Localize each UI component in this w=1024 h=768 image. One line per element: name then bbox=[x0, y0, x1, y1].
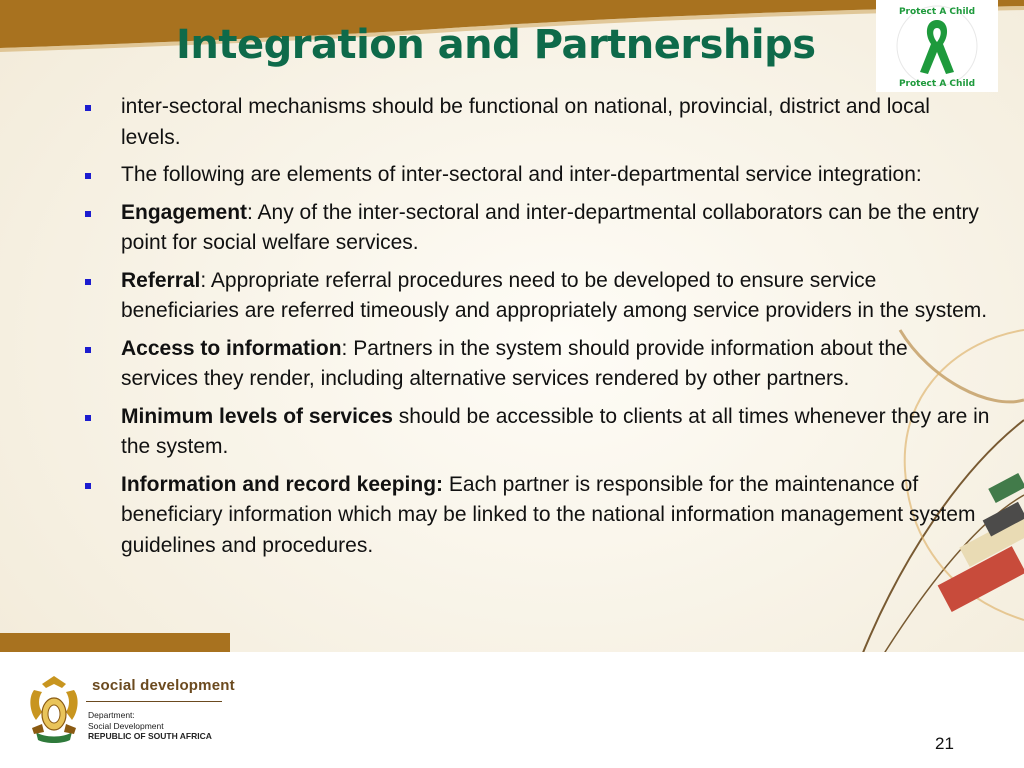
square-bullet-icon bbox=[85, 415, 91, 421]
bullet-text: : Appropriate referral procedures need to be developed to ensure service beneficiaries are referred timeously and appropriately among service providers in the system. bbox=[121, 268, 988, 322]
bullet-text: : Partners in the system should provide information about the services they render, including alternative services rendered by other partners. bbox=[121, 336, 908, 390]
square-bullet-icon bbox=[85, 211, 91, 217]
square-bullet-icon bbox=[85, 483, 91, 489]
bullet-item bbox=[80, 198, 990, 259]
square-bullet-icon bbox=[85, 347, 91, 353]
department-block bbox=[88, 710, 212, 742]
bullet-item bbox=[80, 92, 990, 153]
bullet-text: should be accessible to clients at all times whenever they are in the system. bbox=[121, 404, 990, 458]
bullet-heading: Access to information bbox=[121, 336, 342, 360]
green-ribbon-icon bbox=[876, 0, 998, 92]
bullet-heading: Engagement bbox=[121, 200, 248, 224]
bullet-list bbox=[80, 92, 990, 568]
org-divider bbox=[86, 701, 222, 702]
protect-a-child-logo bbox=[876, 0, 998, 92]
logo-text-top: Protect A Child bbox=[898, 7, 976, 17]
bullet-item bbox=[80, 160, 990, 191]
bullet-text: The following are elements of inter-sectoral and inter-departmental service integration: bbox=[121, 163, 922, 186]
bullet-text: inter-sectoral mechanisms should be functional on national, provincial, district and local levels. bbox=[121, 95, 930, 149]
org-name: social development bbox=[92, 677, 235, 694]
page-number: 21 bbox=[935, 734, 954, 753]
bullet-text: Each partner is responsible for the maintenance of beneficiary information which may be linked to the national information management system guidelines and procedures. bbox=[121, 472, 976, 557]
bullet-heading: Minimum levels of services bbox=[121, 404, 393, 428]
bullet-item bbox=[80, 402, 990, 463]
dept-line-country: REPUBLIC OF SOUTH AFRICA bbox=[88, 731, 212, 741]
bullet-heading: Information and record keeping: bbox=[121, 472, 444, 496]
bullet-text: : Any of the inter-sectoral and inter-departmental collaborators can be the entry point for social welfare services. bbox=[121, 200, 979, 254]
square-bullet-icon bbox=[85, 105, 91, 111]
bullet-item bbox=[80, 470, 990, 562]
bullet-item bbox=[80, 266, 990, 327]
dept-line: Social Development bbox=[88, 720, 164, 731]
logo-text-bottom: Protect A Child bbox=[898, 79, 976, 89]
bullet-item bbox=[80, 334, 990, 395]
dept-line: Department: bbox=[88, 710, 135, 720]
square-bullet-icon bbox=[85, 279, 91, 285]
coat-of-arms-icon bbox=[24, 672, 84, 750]
slide-title: Integration and Partnerships bbox=[176, 22, 816, 68]
square-bullet-icon bbox=[85, 173, 91, 179]
bullet-heading: Referral bbox=[121, 268, 201, 292]
